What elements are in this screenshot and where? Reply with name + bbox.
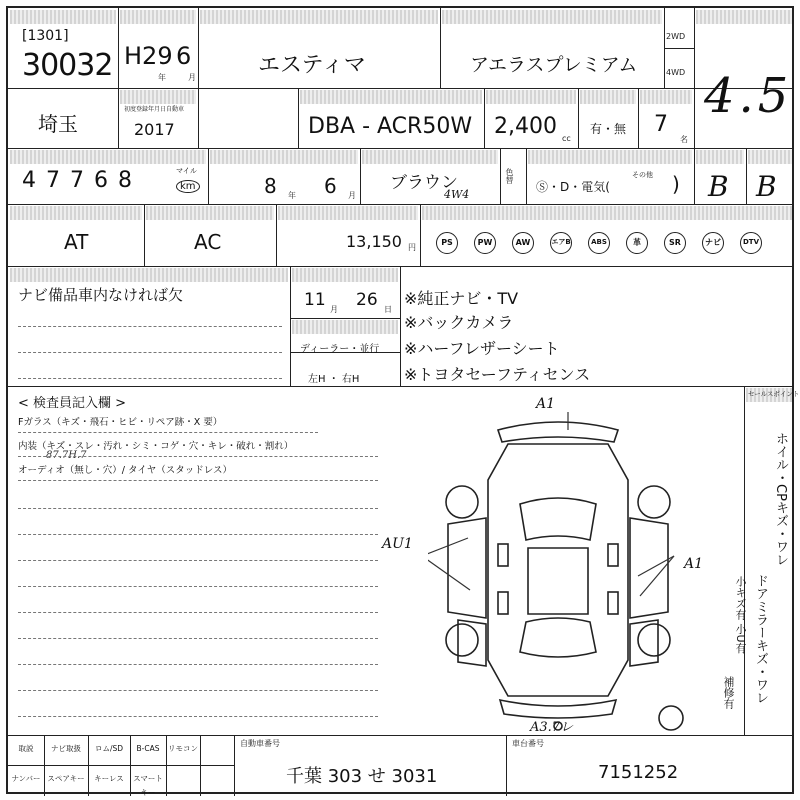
fuel-other: その他 [632,171,653,179]
registration-month: 6 [176,42,192,70]
chassis-number: 7151252 [598,762,679,783]
inspector-line-audio: オーディオ（無し・穴）/ タイヤ（スタッドレス） [18,465,232,476]
mileage-digit: 4 [22,168,46,193]
damage-mark-rear: A3.7レ [530,720,574,735]
inspector-line-interior: 内装（キズ・スレ・汚れ・シミ・コゲ・穴・キレ・破れ・割れ） [18,441,294,452]
year-era: H29 [124,42,173,70]
km-unit: km [176,180,200,193]
label-remote: リモコン [168,744,198,753]
right-note-repair: 補修有 [722,676,735,709]
model-code: DBA - ACR50W [308,114,473,139]
label-rom-sd: ロム/SD [94,744,124,753]
inspector-line-glass: Fガラス（キズ・飛石・ヒビ・リペア跡・X 要） [18,417,223,428]
western-year: 2017 [134,120,175,139]
body-color: ブラウン [390,173,458,193]
dealer-line: ディーラー・並行 [300,344,380,355]
month-kanji: 月 [348,191,356,200]
mileage-digit: 8 [118,168,142,193]
label-spare-key: スペアキー [47,774,85,783]
grade: アエラスプレミアム [470,54,638,76]
interior-grade: B [756,170,777,203]
exterior-grade: B [708,170,729,203]
divider [8,266,794,267]
option-abs: ABS [588,232,610,254]
mileage-digit: 6 [94,168,118,193]
first-registration-label: 初度登録年月日自動車 [124,106,185,113]
option-dtv: DTV [740,232,762,254]
option-pw: PW [474,232,496,254]
lot-number: 30032 [22,48,113,83]
aircon: AC [194,230,222,254]
transmission: AT [64,230,89,254]
day-kanji: 日 [384,305,392,314]
label-manual: 取説 [18,744,34,753]
year-kanji: 年 [288,191,296,200]
seats-unit: 名 [680,135,688,144]
label-bcas: B-CAS [136,744,160,753]
left-note: ナビ備品車内なければ欠 [18,286,184,304]
region: 埼玉 [38,112,78,136]
damage-mark-front: A1 [536,396,556,412]
turbo-option: 有・無 [590,122,627,136]
option-aw: AW [512,232,534,254]
cc-unit: cc [562,134,571,143]
divider [8,204,794,205]
inspection-day: 26 [356,290,378,310]
seats: 7 [654,112,668,137]
color-change: 色替 [505,168,514,184]
sales-point: ※純正ナビ・TV [404,289,519,308]
inspection-month: 11 [304,290,326,310]
mileage-digit: 7 [46,168,70,193]
right-note-mirror: ドアミラーキズ・ワレ [753,574,768,704]
label-smart-key: スマートキー [133,774,163,797]
option-airbag: エアB [550,232,572,254]
inspection-year: 8 [264,174,277,198]
month-kanji: 月 [330,305,338,314]
damage-mark-right: A1 [684,556,704,572]
recycle-fee: 13,150 [346,232,402,251]
plate-label: 自動車番号 [240,739,280,748]
right-note-wheel: ホイル・CPキズ・ワレ [773,432,788,566]
lot-bracket: [1301] [22,28,69,44]
steering: 左H ・ 右H [308,374,360,385]
drive-4wd: 4WD [666,68,686,77]
auction-score: 4.5 [704,68,793,124]
license-plate: 千葉 303 せ 3031 [286,766,438,787]
car-damage-diagram [428,400,688,732]
option-leather: 革 [626,232,648,254]
label-navi-manual: ナビ取扱 [51,744,81,753]
month-kanji: 月 [188,73,196,82]
divider [8,148,794,149]
sales-point: ※ハーフレザーシート [404,339,560,358]
inspection-month: 6 [324,174,337,198]
sales-point: ※トヨタセーフティセンス [404,365,591,384]
auction-sheet [6,6,800,797]
mileage-digit: 7 [70,168,94,193]
right-note-title: セールスポイント [748,390,800,398]
option-ps: PS [436,232,458,254]
yen-unit: 円 [408,243,416,252]
label-number: ナンバー [11,774,41,783]
color-code-handwritten: 4W4 [444,188,470,201]
inspector-title: < 検査員記入欄 > [18,396,127,411]
divider [8,386,794,387]
damage-mark-left: AU1 [382,536,413,552]
divider [8,88,794,89]
mileage [22,168,142,193]
fuel-close: ) [672,172,680,196]
fuel-options: Ⓢ・D・電気( [536,180,610,194]
car-name: エスティマ [258,53,366,78]
mile-unit: マイル [176,167,197,175]
divider [8,735,794,736]
drive-2wd: 2WD [666,32,686,41]
year-kanji: 年 [158,73,166,82]
option-navi: ナビ [702,232,724,254]
chassis-label: 車台番号 [512,739,544,748]
inspector-hand-note: 87.7H.7 [46,450,87,461]
displacement: 2,400 [494,114,557,139]
sales-point: ※バックカメラ [404,313,514,332]
option-sr: SR [664,232,686,254]
label-keyless: キーレス [94,774,124,783]
right-note-scratch: 小キズ有 小U有 [734,576,747,654]
